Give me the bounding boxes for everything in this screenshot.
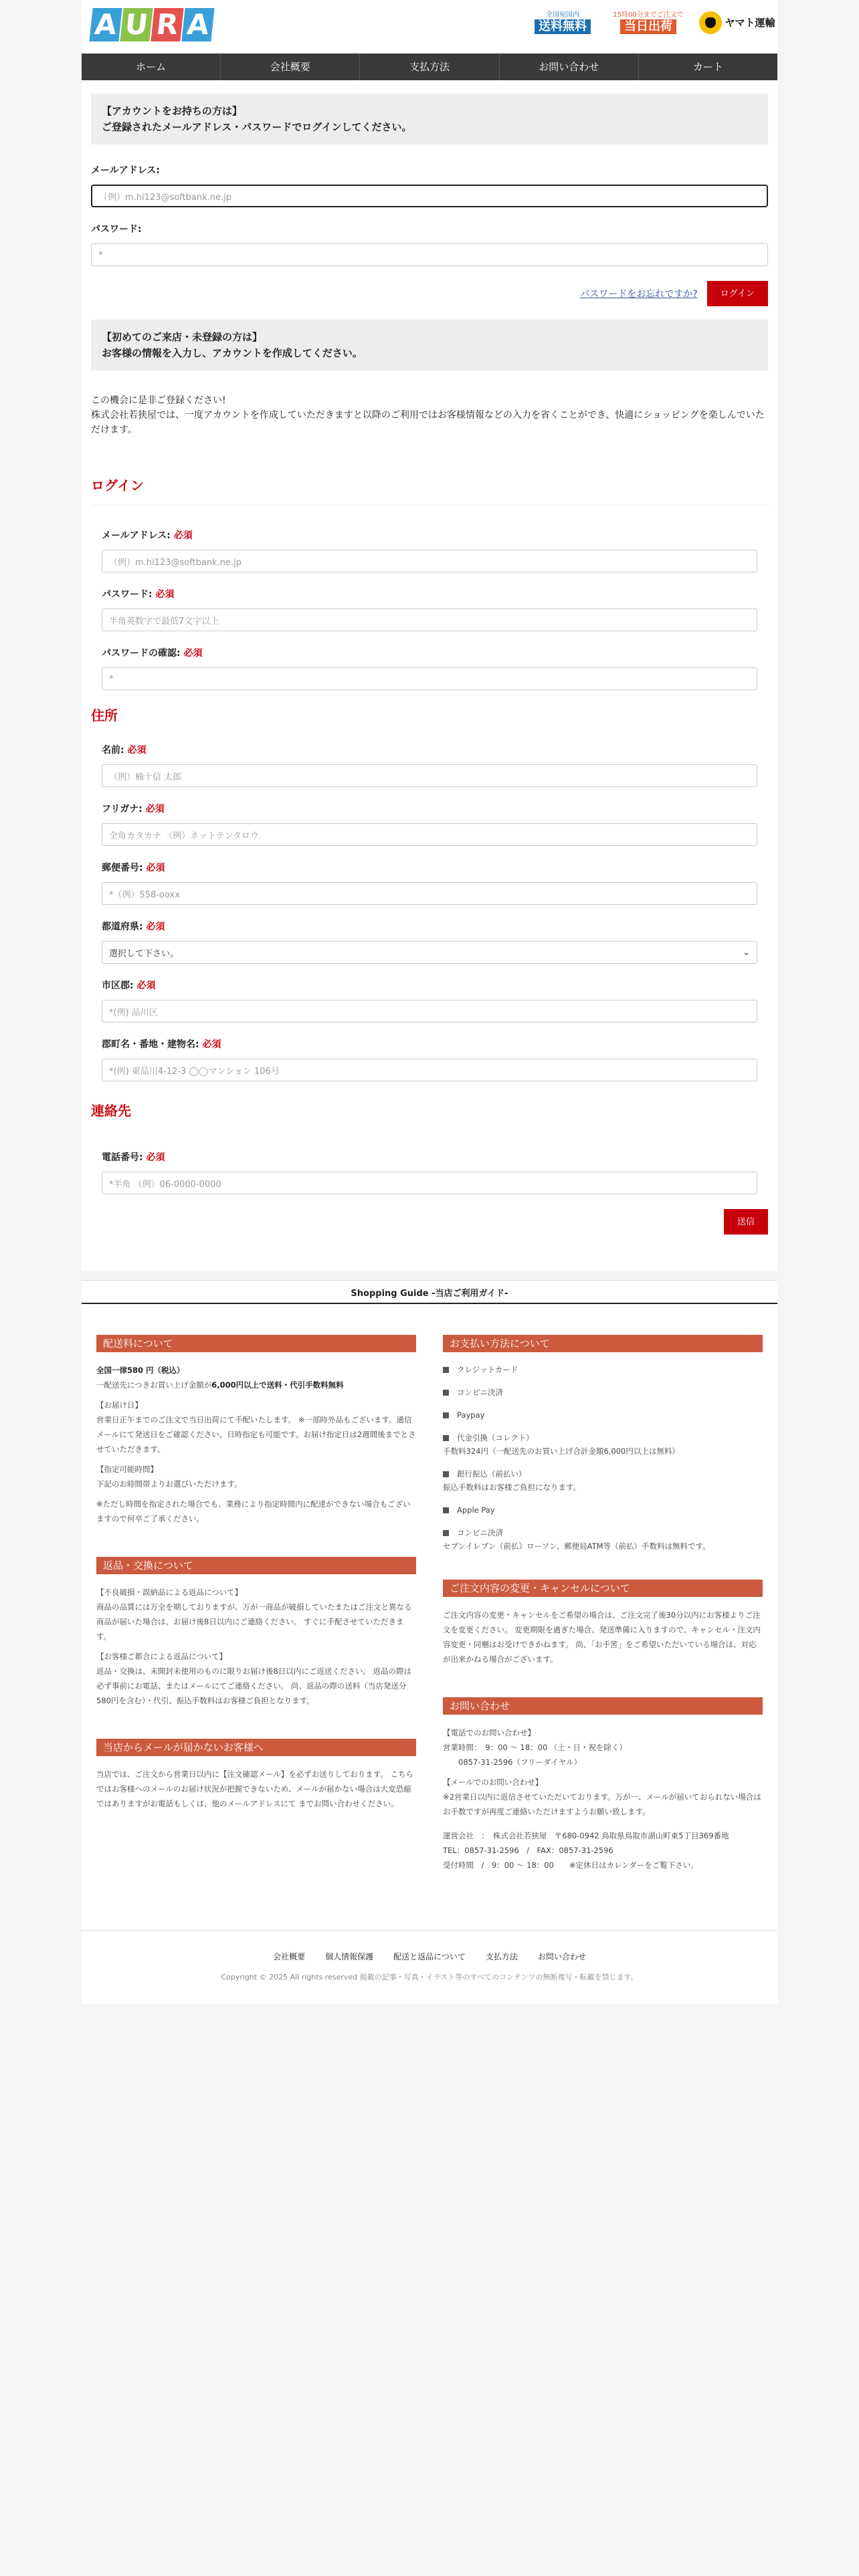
shipping-rate: 全国一律580 円（税込） [96, 1366, 185, 1375]
payment-list [443, 1363, 763, 1553]
login-section-title: ログイン [91, 471, 768, 506]
guide-right-column [443, 1335, 763, 1903]
payment-item [443, 1386, 763, 1399]
forgot-password-link[interactable]: パスワードをお忘れですか? [580, 289, 698, 300]
login-email-label: メールアドレス: [91, 165, 160, 176]
required-mark: 必須 [127, 745, 147, 756]
notice-line: お客様の情報を入力し、アカウントを作成してください。 [102, 347, 363, 359]
bullet-icon [443, 1530, 449, 1536]
register-intro [91, 393, 768, 437]
payment-name: 銀行振込（前払い） [457, 1469, 527, 1479]
bullet-icon [443, 1471, 449, 1477]
label-text: 市区郡: [102, 980, 134, 991]
free-dial: 0857-31-2596（フリーダイヤル） [458, 1757, 582, 1767]
no-mail-text [96, 1767, 416, 1811]
contact-section-title: 連絡先 [91, 1103, 131, 1119]
guide-left-column [96, 1335, 416, 1903]
bullet-icon [443, 1412, 449, 1418]
free-shipping-badge [526, 8, 599, 37]
label-text: パスワードの確認: [102, 648, 181, 659]
time-heading: 【指定可能時間】 [96, 1465, 158, 1474]
name-input[interactable]: （例）楠十信 太郎 [102, 764, 757, 787]
payment-item [443, 1363, 763, 1376]
login-notice [91, 94, 768, 144]
shipping-free: 6,000円以上で送料・代引手数料無料 [211, 1380, 344, 1390]
postal-label [102, 861, 757, 874]
bullet-icon [443, 1507, 449, 1513]
chevron-down-icon: ⌄ [743, 947, 750, 958]
login-section-fields [91, 528, 768, 690]
notice-line: 【初めてのご来店・未登録の方は】 [102, 331, 263, 343]
required-mark: 必須 [202, 1039, 221, 1050]
payment-name: コンビニ決済 [457, 1388, 503, 1397]
address-section-fields [91, 743, 768, 1081]
intro-line: 株式会社若狭屋では、一度アカウントを作成していただきますと以降のご利用ではお客様情報などの入力を省くことができ、快適にショッピングを楽しんでいただけます。 [91, 410, 765, 435]
page [82, 0, 777, 2004]
service-badges [526, 8, 777, 37]
payment-name: 代金引換（コレクト） [457, 1433, 534, 1442]
reg-password-confirm-input[interactable]: * [102, 667, 757, 690]
no-mail-body: 当店では、ご注文から営業日以内に【注文確認メール】を必ずお送りしております。 こちらではお客様へのメールのお届け状況が把握できないため、メールが届かない場合は大変恐縮ではありますがお電話もしくは、他のメールアドレスにて までお問い合わせください。 [96, 1769, 414, 1808]
divider [82, 1271, 777, 1280]
ship-date-text: 営業日正午までのご注文で当日出荷にて手配いたします。 ※一部時外品もございます。通信メールにて発送日をご確認ください。日時指定も可能です。お届け指定日は2週間後までとさせていただきます。 [96, 1415, 416, 1454]
company-info: 運営会社 ： 株式会社若狭屋 〒680-0942 鳥取県鳥取市湖山町東5丁目369番地 [443, 1831, 729, 1840]
phone-heading: 【電話でのお問い合わせ】 [443, 1728, 535, 1737]
footer-link-shipping[interactable]: 配送と返品について [393, 1952, 466, 1961]
furigana-input[interactable]: 全角カタカナ （例）ネットテンタロウ [102, 823, 757, 846]
footer-link-privacy[interactable]: 個人情報保護 [325, 1952, 374, 1961]
logo-letter: U [120, 8, 153, 41]
nav-payment[interactable]: 支払方法 [360, 53, 499, 80]
payment-item [443, 1431, 763, 1458]
submit-button[interactable]: 送信 [724, 1209, 768, 1235]
label-text: 都道府県: [102, 922, 143, 932]
label-text: パスワード: [102, 589, 153, 600]
site-footer [82, 1930, 777, 2004]
label-text: 電話番号: [102, 1152, 143, 1163]
aura-logo[interactable] [91, 8, 214, 41]
contact-section-fields [91, 1150, 768, 1194]
change-heading: ご注文内容の変更・キャンセルについて [443, 1580, 763, 1597]
label-text: フリガナ: [102, 804, 142, 815]
change-text [443, 1608, 763, 1667]
returns-text [96, 1585, 416, 1708]
ship-date-heading: 【お届け日】 [96, 1400, 142, 1410]
yamato-badge [697, 8, 777, 37]
postal-input[interactable]: *（例）558-ooxx [102, 882, 757, 905]
phone-label [102, 1150, 757, 1164]
required-mark: 必須 [155, 589, 175, 600]
required-mark: 必須 [146, 863, 165, 873]
phone-input[interactable]: *半角 （例）06-0000-0000 [102, 1172, 757, 1194]
badge-main: ヤマト運輸 [725, 17, 775, 29]
street-label [102, 1037, 757, 1051]
required-mark: 必須 [173, 530, 193, 541]
returns-heading: 返品・交換について [96, 1557, 416, 1574]
city-input[interactable]: *(例) 品川区 [102, 1000, 757, 1023]
city-label [102, 978, 757, 992]
tel-info: TEL：0857-31-2596 / FAX：0857-31-2596 [443, 1846, 613, 1855]
select-value: 選択して下さい。 [109, 948, 179, 959]
register-notice [91, 320, 768, 370]
time-text: 下記のお時間帯よりお選びいただけます。 [96, 1479, 242, 1489]
no-mail-heading: 当店からメールが届かないお客様へ [96, 1739, 416, 1756]
prefecture-select[interactable] [102, 941, 757, 964]
payment-name: コンビニ決済 [457, 1528, 503, 1537]
login-email-input[interactable]: （例）m.hi123@softbank.ne.jp [91, 185, 768, 207]
change-body: ご注文内容の変更・キャンセルをご希望の場合は、ご注文完了後30分以内にお客様よりご注文を変更ください。 変更期限を過ぎた場合、発送準備に入りますので、キャンセル・注文内容変更・同梱はお受けできかねます。 尚、「お手筈」をご希望いただいている場合は、対応が出来かねる場合がございます。 [443, 1610, 761, 1664]
furigana-label [102, 802, 757, 815]
reg-password-input[interactable]: 半角英数字で最低7文字以上 [102, 609, 757, 631]
shipping-text [96, 1363, 416, 1526]
badge-main: 当日出荷 [620, 19, 676, 34]
mail-heading: 【メールでのお問い合わせ】 [443, 1778, 543, 1787]
label-text: 郵便番号: [102, 863, 143, 873]
main-content [82, 80, 777, 1261]
guide-title: Shopping Guide -当店ご利用ガイド- [82, 1281, 777, 1304]
mail-text: ※2営業日以内に返信させていただいております。万が一、メールが届いておられない場合はお手数ですが再度ご連絡いただけますようお願い致します。 [443, 1792, 761, 1816]
payment-item [443, 1526, 763, 1553]
badge-caption: 15時00分までご注文で [613, 11, 684, 19]
yamato-cat-icon [699, 11, 722, 34]
street-input[interactable]: *(例) 東品川4-12-3 ◯◯マンション 106号 [102, 1059, 757, 1081]
defect-heading: 【不良破損・誤納品による返品について】 [96, 1588, 243, 1597]
payment-sub: 振込手数料はお客様ご負担になります。 [443, 1483, 581, 1492]
reg-password-label [102, 587, 757, 601]
required-mark: 必須 [183, 648, 203, 659]
reg-password-confirm-label [102, 646, 757, 659]
customer-return-heading: 【お客様ご都合による返品について】 [96, 1652, 227, 1661]
notice-line: ご登録されたメールアドレス・パスワードでログインしてください。 [102, 121, 412, 133]
required-mark: 必須 [136, 980, 156, 991]
label-text: 名前: [102, 745, 124, 756]
payment-sub: 手数料324円（一配送先のお買い上げ合計金額6,000円以上は無料） [443, 1446, 680, 1456]
shipping-heading: 配送料について [96, 1335, 416, 1352]
required-mark: 必須 [146, 1152, 165, 1163]
address-section-title: 住所 [91, 708, 118, 724]
defect-text: 商品の品質には万全を期しておりますが、万が一商品が破損していたまたはご注文と異なる商品が届いた場合は、お届け後8日以内にご連絡ください。 すぐに手配させていただきます。 [96, 1602, 412, 1641]
badge-caption: 全国宛国内 [546, 11, 579, 19]
nav-home[interactable]: ホーム [82, 53, 221, 80]
required-mark: 必須 [146, 922, 165, 932]
nav-company[interactable]: 会社概要 [221, 53, 360, 80]
reg-email-input[interactable]: （例）m.hi123@softbank.ne.jp [102, 550, 757, 572]
reg-email-label [102, 528, 757, 542]
prefecture-label [102, 920, 757, 933]
main-nav [82, 53, 777, 80]
required-mark: 必須 [145, 804, 165, 815]
payment-item [443, 1503, 763, 1517]
payment-sub: セブンイレブン（前払）ローソン、郵便局ATM等（前払）手数料は無料です。 [443, 1541, 710, 1551]
copyright: Copyright © 2025 All rights reserved 掲載の記事・写真・イラスト等のすべてのコンテンツの無断複写・転載を禁じます。 [221, 1973, 638, 1981]
shopping-guide [82, 1280, 777, 1930]
name-label [102, 743, 757, 756]
time-note: ※ただし時間を指定された場合でも、業務により指定時間内に配達ができない場合もございますので何卒ご了承ください。 [96, 1499, 411, 1523]
footer-link-contact[interactable]: お問い合わせ [537, 1952, 586, 1961]
customer-return-text: 返品・交換は、未開封未使用のものに限りお届け後8日以内にご返送ください。 返品の際は必ず事前にお電話、またはメールにてご連絡ください。 尚、返品の際の送料（当店発送分580円を含む）・代引、振込手数料はお客様ご負担となります。 [96, 1667, 411, 1705]
reception-info: 受付時間 / 9：00 ～ 18：00 ※定休日はカレンダーをご覧下さい。 [443, 1860, 698, 1870]
logo-letter: R [151, 8, 183, 41]
payment-name: Apple Pay [457, 1505, 495, 1515]
payment-name: クレジットカード [457, 1365, 518, 1374]
bullet-icon [443, 1367, 449, 1373]
login-actions [91, 281, 768, 306]
nav-cart[interactable]: カート [692, 61, 723, 73]
login-button[interactable]: ログイン [707, 281, 768, 306]
footer-links [82, 1951, 777, 1962]
submit-row [91, 1209, 768, 1235]
footer-link-payment[interactable]: 支払方法 [485, 1952, 518, 1961]
payment-item [443, 1467, 763, 1494]
bullet-icon [443, 1435, 449, 1441]
payment-heading: お支払い方法について [443, 1335, 763, 1352]
notice-line: 【アカウントをお持ちの方は】 [102, 105, 242, 117]
payment-name: Paypay [457, 1410, 485, 1420]
contact-heading: お問い合わせ [443, 1697, 763, 1715]
logo-letter: A [89, 8, 122, 41]
login-password-input[interactable]: * [91, 243, 768, 266]
nav-contact[interactable]: お問い合わせ [500, 53, 639, 80]
badge-main: 送料無料 [535, 19, 591, 34]
footer-link-company[interactable]: 会社概要 [273, 1952, 306, 1961]
intro-line: この機会に是非ご登録ください! [91, 395, 226, 406]
guide-columns [82, 1304, 777, 1930]
hours-text: 営業時間： 9：00 ～ 18：00 （土・日・祝を除く） [443, 1743, 627, 1752]
shipping-note: 一配送先につきお買い上げ金額が [96, 1380, 212, 1390]
site-header [82, 0, 777, 53]
bullet-icon [443, 1390, 449, 1396]
contact-text [443, 1725, 763, 1872]
label-text: メールアドレス: [102, 530, 171, 541]
same-day-badge [611, 8, 685, 37]
logo-letter: A [181, 8, 214, 41]
login-password-label: パスワード: [91, 224, 142, 235]
label-text: 郡町名・番地・建物名: [102, 1039, 199, 1050]
payment-item [443, 1408, 763, 1422]
